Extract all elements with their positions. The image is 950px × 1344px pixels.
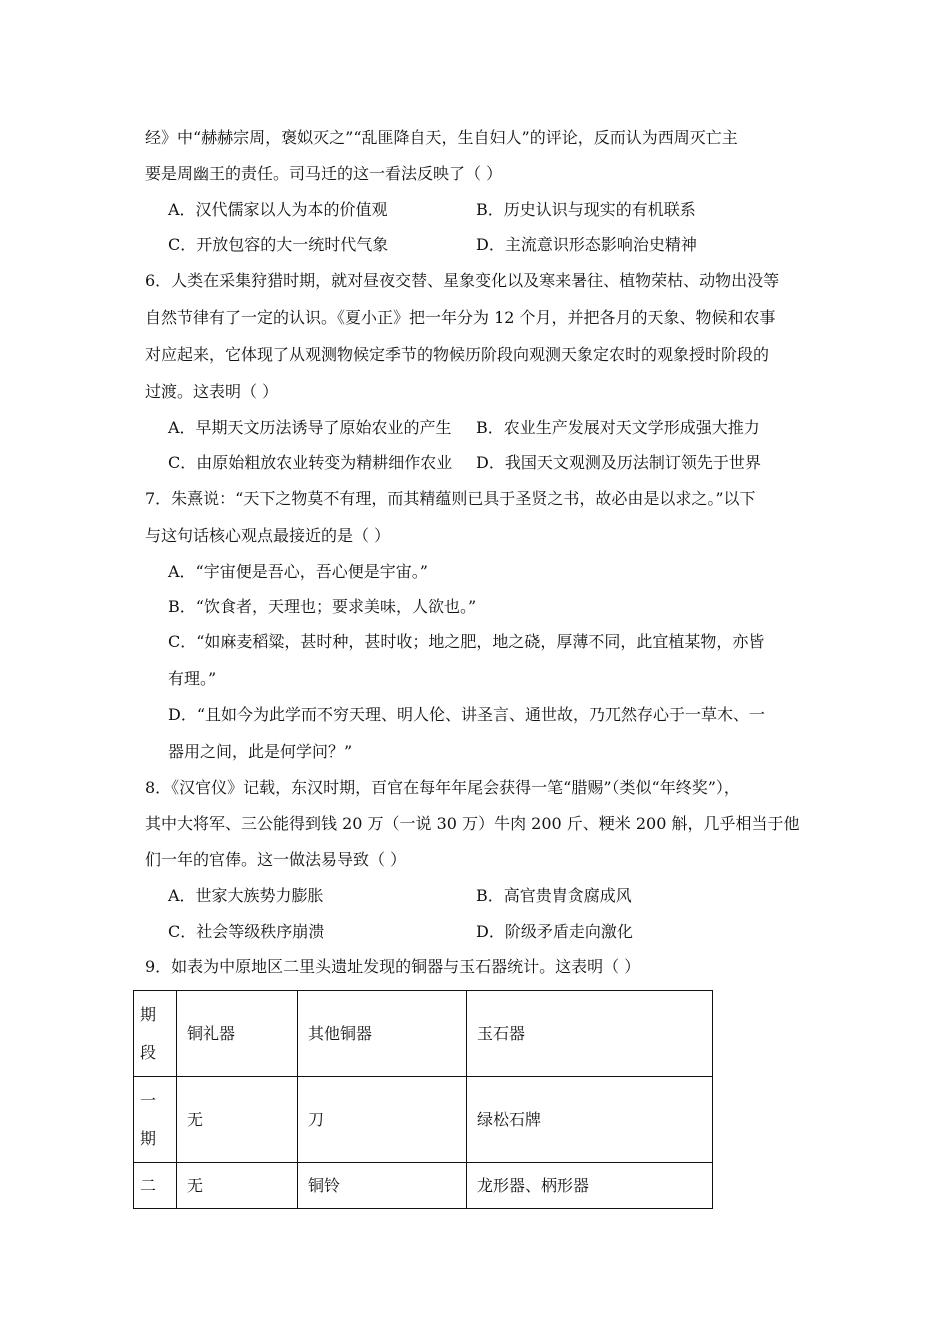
option-b: B．农业生产发展对天文学形成强大推力 — [476, 418, 760, 437]
option-a: A．世家大族势力膨胀 — [168, 886, 324, 905]
question-text-line: 对应起来，它体现了从观测物候定季节的物候历阶段向观测天象定农时的观象授时阶段的 — [145, 345, 770, 364]
option-a: A．早期天文历法诱导了原始农业的产生 — [168, 418, 452, 437]
table-cell: 一期 — [134, 1077, 177, 1163]
option-b: B．“饮食者，天理也；要求美味，人欲也。” — [168, 597, 477, 616]
question-text-line: 7．朱熹说：“天下之物莫不有理，而其精蕴则已具于圣贤之书，故必由是以求之。”以下 — [145, 489, 756, 508]
option-c: C．开放包容的大一统时代气象 — [168, 235, 389, 254]
question-text-line: 经》中“赫赫宗周，褒姒灭之”“乱匪降自天，生自妇人”的评论，反而认为西周灭亡主 — [145, 128, 738, 147]
table-header-cell: 玉石器 — [467, 991, 713, 1077]
question-text-line: 过渡。这表明（ ） — [145, 382, 279, 401]
option-d: D．“且如今为此学而不穷天理、明人伦、讲圣言、通世故，乃兀然存心于一草木、一 — [168, 705, 766, 724]
question-text-line: 6．人类在采集狩猎时期，就对昼夜交替、星象变化以及寒来暑往、植物荣枯、动物出没等 — [145, 271, 780, 290]
table-cell: 绿松石牌 — [467, 1077, 713, 1163]
table-header-cell: 其他铜器 — [298, 991, 467, 1077]
option-d-continued: 器用之间，此是何学问？” — [168, 742, 353, 761]
table-cell: 铜铃 — [298, 1163, 467, 1209]
table-row — [134, 1163, 713, 1209]
option-c: C．“如麻麦稻粱，甚时种，甚时收；地之肥，地之硗，厚薄不同，此宜植某物，亦皆 — [168, 632, 765, 651]
question-text-line: 们一年的官俸。这一做法易导致（ ） — [145, 850, 407, 869]
table-cell: 无 — [177, 1163, 298, 1209]
option-a: A．汉代儒家以人为本的价值观 — [168, 200, 388, 219]
table-cell: 龙形器、柄形器 — [467, 1163, 713, 1209]
option-c: C．社会等级秩序崩溃 — [168, 922, 325, 941]
table-cell: 刀 — [298, 1077, 467, 1163]
option-d: D．阶级矛盾走向激化 — [476, 922, 633, 941]
bronze-jade-statistics-table — [133, 990, 713, 1209]
table-header-cell: 铜礼器 — [177, 991, 298, 1077]
question-text-line: 其中大将军、三公能得到钱 20 万（一说 30 万）牛肉 200 斤、粳米 200 斛，几乎相当于他 — [145, 814, 800, 833]
option-d: D．主流意识形态影响治史精神 — [476, 235, 697, 254]
option-c-continued: 有理。” — [168, 669, 217, 688]
question-text-line: 8．《汉官仪》记载，东汉时期，百官在每年年尾会获得一笔“腊赐”（类似“年终奖”）， — [145, 778, 740, 797]
table-header-row — [134, 991, 713, 1077]
question-text-line: 要是周幽王的责任。司马迁的这一看法反映了（ ） — [145, 164, 503, 183]
option-a: A．“宇宙便是吾心，吾心便是宇宙。” — [168, 562, 428, 581]
option-b: B．高官贵胄贪腐成风 — [476, 886, 632, 905]
table-cell: 无 — [177, 1077, 298, 1163]
question-text-line: 自然节律有了一定的认识。《夏小正》把一年分为 12 个月，并把各月的天象、物候和农事 — [145, 308, 776, 327]
question-text-line: 9．如表为中原地区二里头遗址发现的铜器与玉石器统计。这表明（ ） — [145, 957, 641, 976]
table-cell: 二 — [134, 1163, 177, 1209]
table-header-cell: 期段 — [134, 991, 177, 1077]
option-b: B．历史认识与现实的有机联系 — [476, 200, 696, 219]
option-c: C．由原始粗放农业转变为精耕细作农业 — [168, 453, 453, 472]
question-text-line: 与这句话核心观点最接近的是（ ） — [145, 526, 391, 545]
option-d: D．我国天文观测及历法制订领先于世界 — [476, 453, 761, 472]
table-row — [134, 1077, 713, 1163]
